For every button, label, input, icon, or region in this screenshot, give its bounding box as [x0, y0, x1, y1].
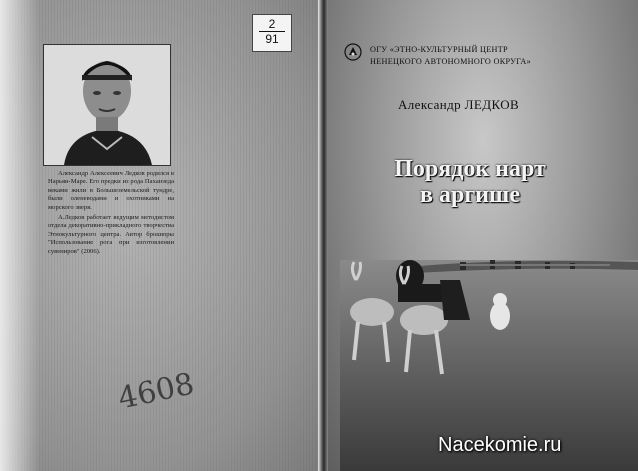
emblem-icon: [344, 43, 362, 61]
bio-paragraph: Александр Алексеевич Ледков родился в Нарьян-Маре. Его предки из рода Паханзеда веками жили в Большеземельской тундре, были оленеводами и охотниками на морского зверя.: [48, 170, 174, 211]
library-label: [252, 14, 292, 52]
bio-paragraph: А.Ледков работает ведущим методистом отдела декоративно-прикладного творчества Этнокультурного центра. Автор брошюры "Использование рога при изготовлении сувениров" (2006).: [48, 214, 174, 255]
book-author: Александр ЛЕДКОВ: [398, 97, 520, 112]
publisher-organization: [370, 44, 600, 68]
title-line: Порядок нарт: [394, 156, 546, 182]
scan-edge: [0, 0, 40, 471]
author-photo: [43, 44, 171, 166]
watermark-text: Nacekomie.ru: [438, 434, 562, 456]
book-spine: [318, 0, 328, 471]
organization-line: НЕНЕЦКОГО АВТОНОМНОГО ОКРУГА»: [370, 57, 531, 66]
author-biography: [48, 170, 174, 258]
label-top-number: 2: [259, 17, 285, 32]
title-line: в аргише: [420, 182, 520, 208]
label-bottom-number: 91: [265, 32, 279, 46]
book-title: [370, 156, 570, 208]
handwritten-note: 4608: [115, 366, 198, 417]
organization-line: ОГУ «ЭТНО-КУЛЬТУРНЫЙ ЦЕНТР: [370, 45, 508, 54]
